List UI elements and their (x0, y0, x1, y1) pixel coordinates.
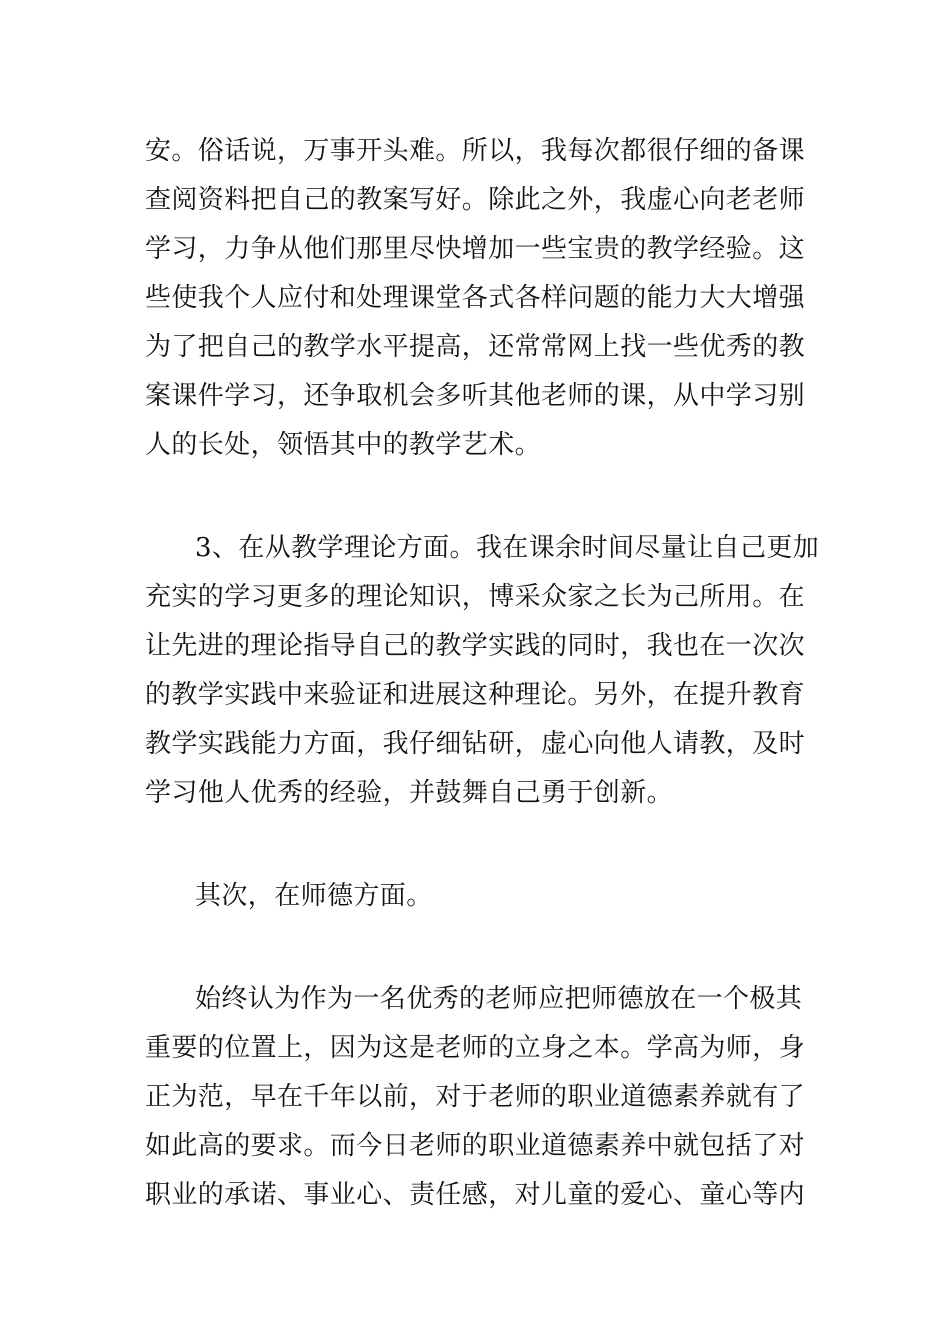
paragraph-1-line-6: 案课件学习，还争取机会多听其他老师的课，从中学习别 (145, 381, 806, 411)
paragraph-1-line-3: 学习，力争从他们那里尽快增加一些宝贵的教学经验。这 (145, 234, 806, 264)
paragraph-1-line-2: 查阅资料把自己的教案写好。除此之外，我虚心向老老师 (145, 185, 806, 215)
paragraph-4-line-3: 正为范，早在千年以前，对于老师的职业道德素养就有了 (145, 1082, 806, 1112)
paragraph-1-line-7: 人的长处，领悟其中的教学艺术。 (145, 430, 542, 460)
paragraph-1-line-1: 安。俗话说，万事开头难。所以，我每次都很仔细的备课 (145, 136, 806, 166)
paragraph-4-line-5: 职业的承诺、事业心、责任感，对儿童的爱心、童心等内 (145, 1180, 806, 1210)
paragraph-2-line-1: 3、在从教学理论方面。我在课余时间尽量让自己更加 (195, 533, 820, 563)
paragraph-2-line-5: 教学实践能力方面，我仔细钻研，虚心向他人请教，及时 (145, 729, 806, 759)
paragraph-2-line-6: 学习他人优秀的经验，并鼓舞自己勇于创新。 (145, 778, 674, 808)
paragraph-2-line-2: 充实的学习更多的理论知识，博采众家之长为己所用。在 (145, 582, 806, 612)
section-heading-line: 其次，在师德方面。 (195, 881, 433, 911)
paragraph-4-line-4: 如此高的要求。而今日老师的职业道德素养中就包括了对 (145, 1131, 806, 1161)
paragraph-1-line-4: 些使我个人应付和处理课堂各式各样问题的能力大大增强 (145, 283, 806, 313)
paragraph-2-line-3: 让先进的理论指导自己的教学实践的同时，我也在一次次 (145, 631, 806, 661)
paragraph-4-line-1: 始终认为作为一名优秀的老师应把师德放在一个极其 (195, 984, 803, 1014)
paragraph-1-line-5: 为了把自己的教学水平提高，还常常网上找一些优秀的教 (145, 332, 806, 362)
paragraph-2-line-4: 的教学实践中来验证和进展这种理论。另外，在提升教育 (145, 680, 806, 710)
paragraph-4-line-2: 重要的位置上，因为这是老师的立身之本。学高为师，身 (145, 1033, 806, 1063)
